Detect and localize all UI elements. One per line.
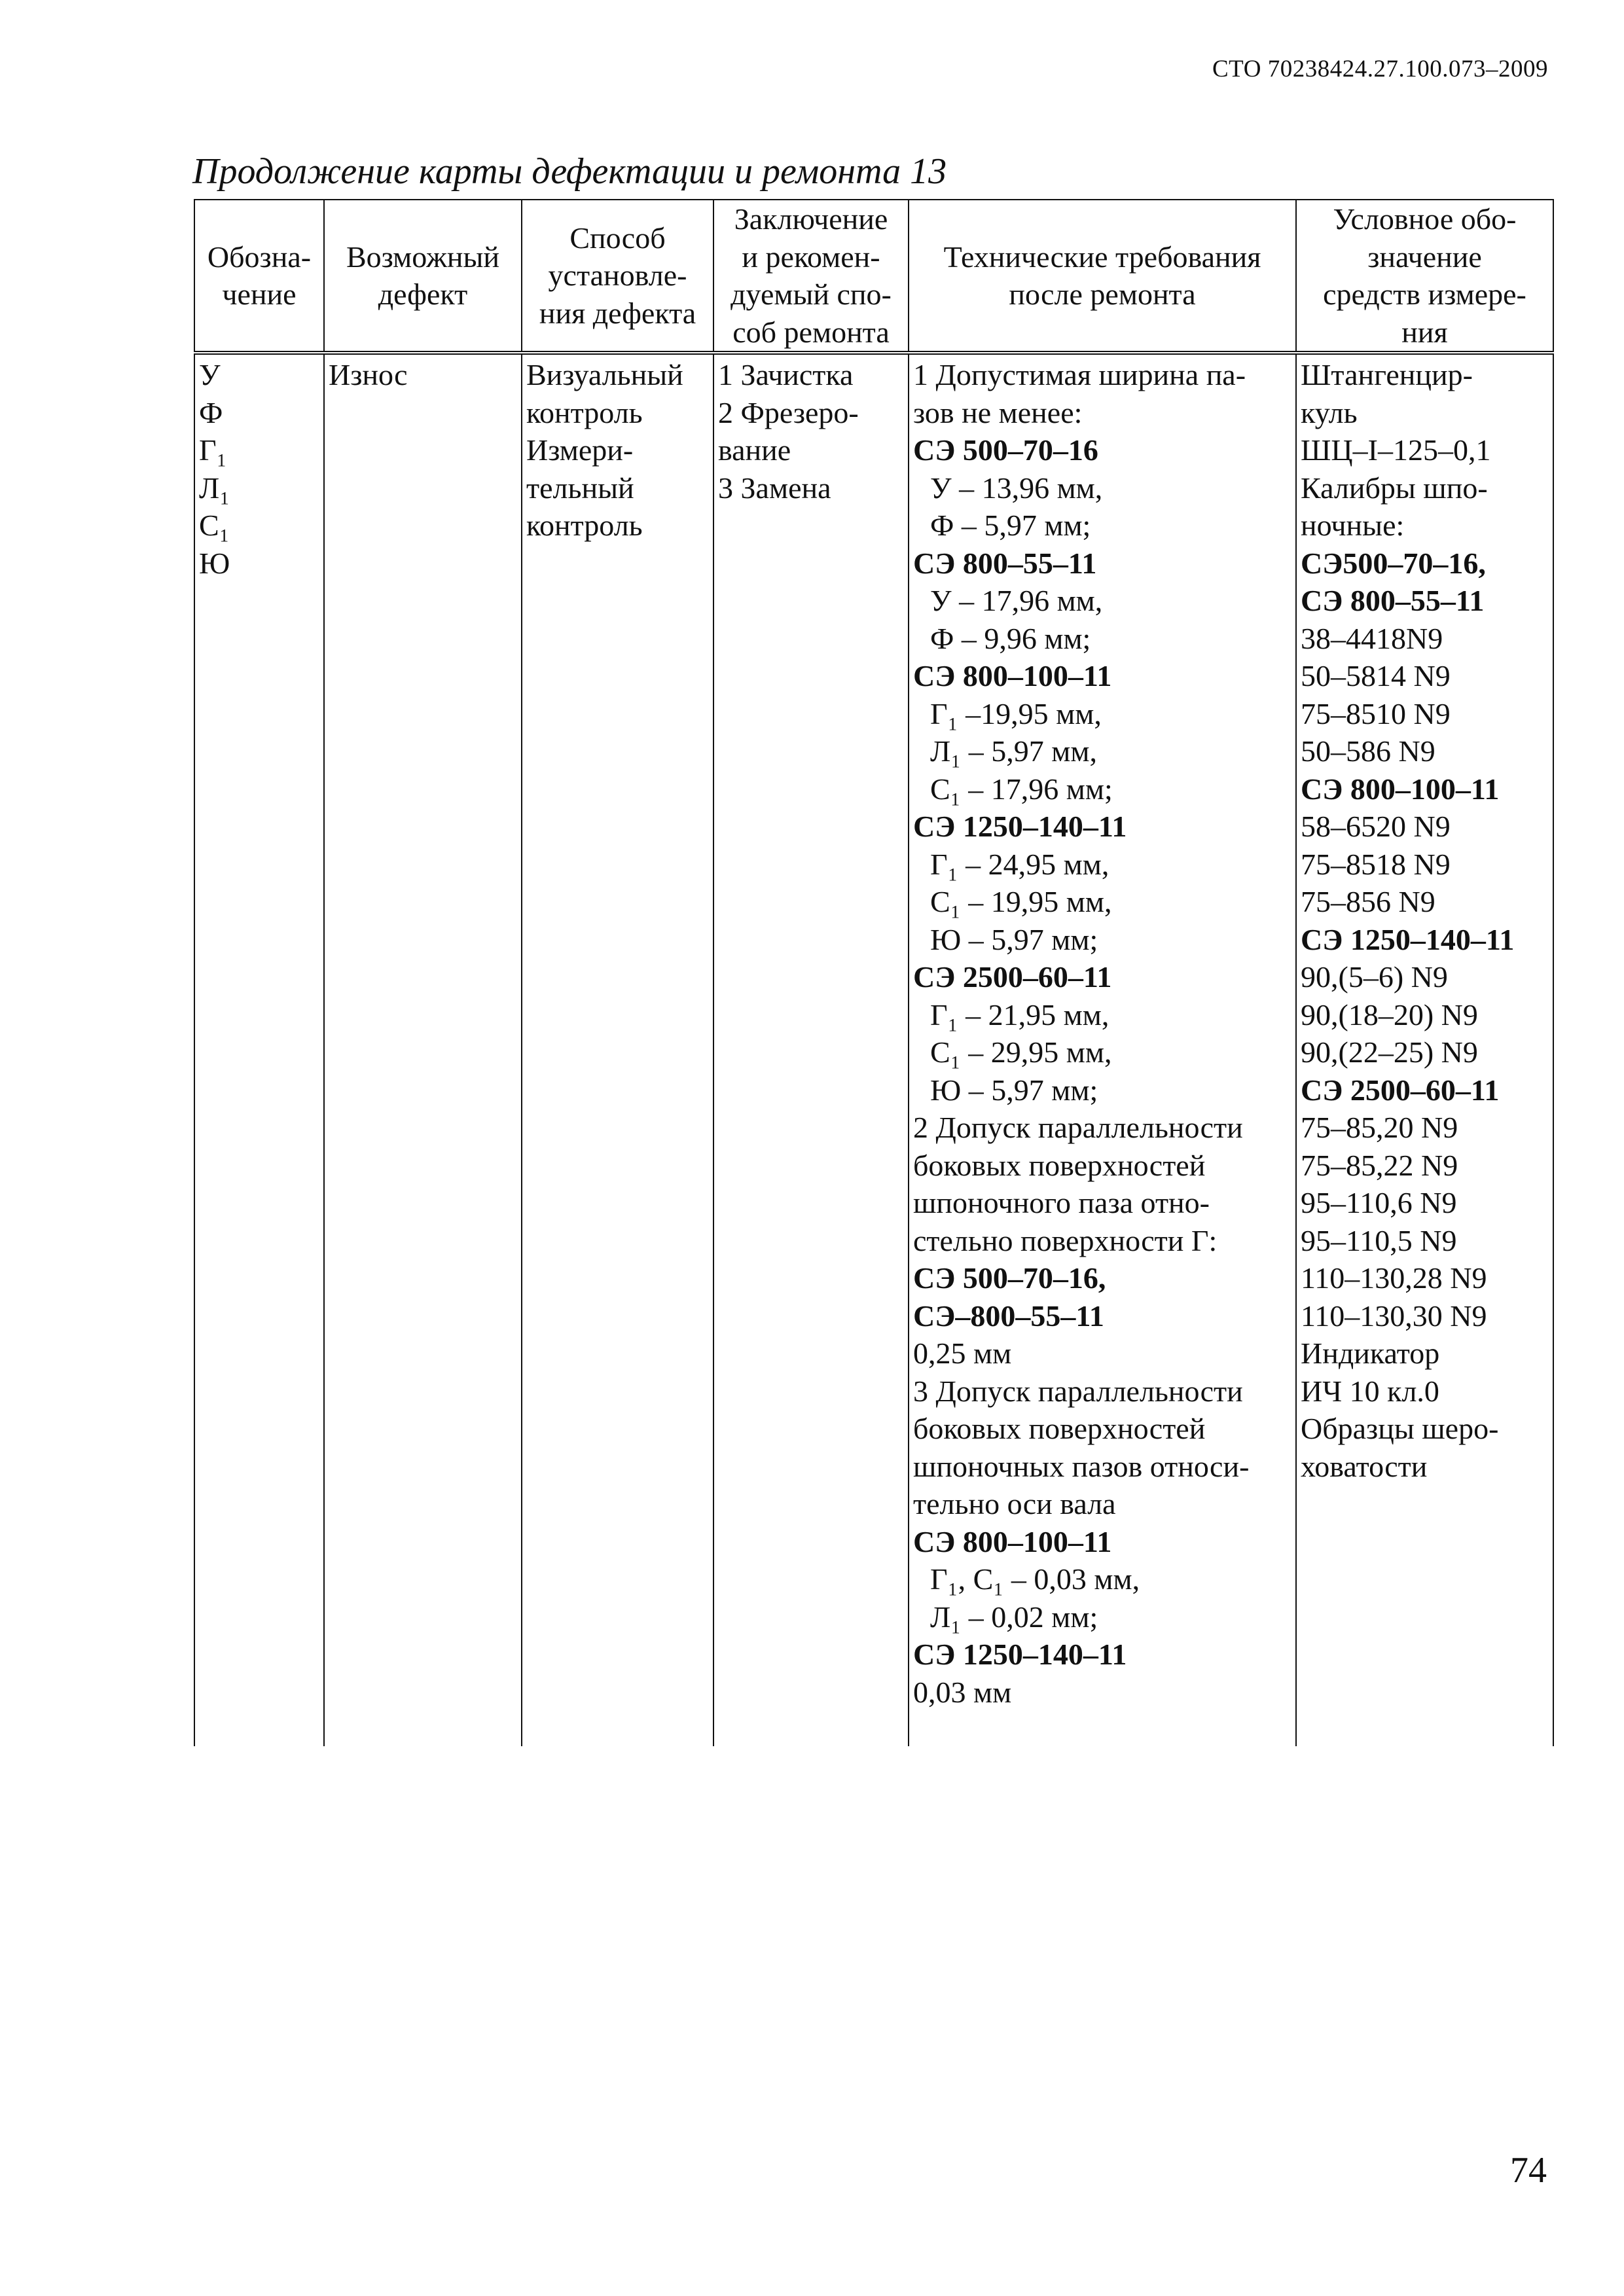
header-designation bbox=[194, 200, 324, 353]
cell-line: Ю – 5,97 мм; bbox=[930, 1073, 1098, 1107]
cell-line: Г₁, С₁ – 0,03 мм, bbox=[930, 1562, 1140, 1596]
cell-line: 75–85,20 N9 bbox=[1301, 1111, 1458, 1144]
cell-line: С₁ bbox=[199, 509, 230, 542]
cell-line: Калибры шпо- bbox=[1301, 471, 1488, 505]
cell-line: 38–4418N9 bbox=[1301, 621, 1443, 655]
cell-line: 75–85,22 N9 bbox=[1301, 1148, 1458, 1182]
cell-line: 50–586 N9 bbox=[1301, 734, 1435, 768]
header-line: Заключение bbox=[734, 202, 888, 236]
header-line: после ремонта bbox=[1009, 278, 1196, 311]
cell-line: СЭ 1250–140–11 bbox=[913, 1638, 1127, 1671]
cell-line: ШЦ–I–125–0,1 bbox=[1301, 433, 1491, 467]
cell-line: вание bbox=[718, 433, 791, 467]
cell-line: 3 Допуск параллельности bbox=[913, 1374, 1243, 1408]
cell-line: 95–110,6 N9 bbox=[1301, 1186, 1457, 1219]
cell-defect bbox=[324, 353, 522, 1746]
cell-line: СЭ 800–100–11 bbox=[913, 659, 1112, 692]
header-line: Условное обо- bbox=[1333, 202, 1517, 236]
cell-line: 95–110,5 N9 bbox=[1301, 1223, 1457, 1257]
cell-line: 1 Зачистка bbox=[718, 358, 854, 391]
cell-line: Л₁ – 5,97 мм, bbox=[930, 734, 1097, 768]
header-method bbox=[522, 200, 713, 353]
header-line: значение bbox=[1367, 240, 1482, 274]
cell-line: боковых поверхностей bbox=[913, 1412, 1206, 1445]
cell-line: 75–8510 N9 bbox=[1301, 696, 1451, 730]
cell-line: контроль bbox=[526, 509, 643, 542]
cell-line: Индикатор bbox=[1301, 1336, 1440, 1370]
cell-line: Образцы шеро- bbox=[1301, 1412, 1499, 1445]
cell-line: 58–6520 N9 bbox=[1301, 810, 1451, 843]
cell-line: Ф bbox=[199, 395, 223, 429]
cell-line: СЭ500–70–16, bbox=[1301, 546, 1486, 580]
cell-line: У bbox=[199, 358, 221, 391]
header-conclusion bbox=[713, 200, 909, 353]
cell-line: СЭ 500–70–16 bbox=[913, 433, 1098, 467]
cell-line: СЭ 1250–140–11 bbox=[1301, 922, 1515, 956]
cell-line: тельно оси вала bbox=[913, 1487, 1116, 1520]
header-line: дуемый спо- bbox=[731, 278, 892, 311]
cell-line: 90,(5–6) N9 bbox=[1301, 960, 1448, 994]
cell-line: С₁ – 17,96 мм; bbox=[930, 772, 1113, 806]
cell-line: Измери- bbox=[526, 433, 634, 467]
cell-line: СЭ 800–100–11 bbox=[913, 1524, 1112, 1558]
header-requirements bbox=[909, 200, 1296, 353]
cell-line: СЭ 500–70–16, bbox=[913, 1261, 1106, 1295]
cell-line: 75–856 N9 bbox=[1301, 885, 1435, 918]
cell-requirements bbox=[909, 353, 1296, 1746]
cell-line: ховатости bbox=[1301, 1449, 1428, 1483]
cell-line: 110–130,28 N9 bbox=[1301, 1261, 1487, 1295]
cell-line: куль bbox=[1301, 395, 1358, 429]
header-lines bbox=[198, 238, 321, 314]
cell-line: СЭ 2500–60–11 bbox=[913, 960, 1112, 994]
cell-line: СЭ–800–55–11 bbox=[913, 1299, 1104, 1333]
cell-line: С₁ – 19,95 мм, bbox=[930, 885, 1112, 918]
cell-line: Износ bbox=[329, 358, 408, 391]
cell-line: 75–8518 N9 bbox=[1301, 847, 1451, 881]
cell-line: 0,03 мм bbox=[913, 1675, 1012, 1709]
header-line: Возможный bbox=[346, 240, 500, 274]
cell-line: контроль bbox=[526, 395, 643, 429]
header-line: установле- bbox=[548, 259, 687, 293]
cell-line: ночные: bbox=[1301, 509, 1405, 542]
cell-line: 2 Фрезеро- bbox=[718, 395, 859, 429]
page-number: 74 bbox=[1510, 2150, 1547, 2191]
cell-line: Г₁ – 24,95 мм, bbox=[930, 847, 1110, 881]
cell-line: Л₁ – 0,02 мм; bbox=[930, 1600, 1098, 1634]
cell-line: боковых поверхностей bbox=[913, 1148, 1206, 1182]
cell-line: стельно поверхности Г: bbox=[913, 1223, 1218, 1257]
header-line: Технические требования bbox=[943, 240, 1261, 274]
header-lines bbox=[525, 219, 710, 332]
cell-line: ИЧ 10 кл.0 bbox=[1301, 1374, 1439, 1408]
cell-measuring-tools bbox=[1296, 353, 1553, 1746]
cell-line: Г₁ – 21,95 мм, bbox=[930, 997, 1110, 1031]
header-line: соб ремонта bbox=[732, 315, 890, 349]
header-lines bbox=[1299, 200, 1550, 351]
cell-line: СЭ 800–100–11 bbox=[1301, 772, 1500, 806]
defect-repair-table bbox=[194, 199, 1554, 1746]
cell-line: Г₁ bbox=[199, 433, 227, 467]
table-row bbox=[194, 353, 1553, 1746]
cell-line: Л₁ bbox=[199, 471, 230, 505]
cell-line: 90,(22–25) N9 bbox=[1301, 1035, 1478, 1069]
cell-line: Ф – 9,96 мм; bbox=[930, 621, 1091, 655]
header-lines bbox=[717, 200, 905, 351]
cell-line: У – 13,96 мм, bbox=[930, 471, 1103, 505]
cell-line: СЭ 1250–140–11 bbox=[913, 810, 1127, 843]
cell-line: 2 Допуск параллельности bbox=[913, 1111, 1243, 1144]
cell-line: 90,(18–20) N9 bbox=[1301, 997, 1478, 1031]
header-defect bbox=[324, 200, 522, 353]
cell-conclusion bbox=[713, 353, 909, 1746]
cell-line: Штангенцир- bbox=[1301, 358, 1473, 391]
cell-line: зов не менее: bbox=[913, 395, 1083, 429]
header-line: Обозна- bbox=[207, 240, 312, 274]
cell-line: 50–5814 N9 bbox=[1301, 659, 1451, 692]
header-line: ния bbox=[1401, 315, 1448, 349]
cell-line: тельный bbox=[526, 471, 634, 505]
header-line: чение bbox=[222, 278, 297, 311]
cell-line: 110–130,30 N9 bbox=[1301, 1299, 1487, 1333]
header-line: Способ bbox=[569, 221, 666, 255]
cell-line: 0,25 мм bbox=[913, 1336, 1012, 1370]
header-line: и рекомен- bbox=[742, 240, 880, 274]
table-caption: Продолжение карты дефектации и ремонта 13 bbox=[192, 151, 947, 192]
cell-line: шпоночного паза отно- bbox=[913, 1186, 1210, 1219]
cell-line: СЭ 800–55–11 bbox=[913, 546, 1097, 580]
cell-method bbox=[522, 353, 713, 1746]
cell-line: Ю bbox=[199, 546, 230, 580]
header-lines bbox=[327, 238, 518, 314]
header-line: средств измере- bbox=[1323, 278, 1526, 311]
cell-line: 1 Допустимая ширина па- bbox=[913, 358, 1246, 391]
header-line: ния дефекта bbox=[539, 296, 696, 330]
cell-line: Г₁ –19,95 мм, bbox=[930, 696, 1102, 730]
cell-line: Ю – 5,97 мм; bbox=[930, 922, 1098, 956]
cell-designation bbox=[194, 353, 324, 1746]
table-header-row bbox=[194, 200, 1553, 353]
header-line: дефект bbox=[378, 278, 468, 311]
header-measuring-tools bbox=[1296, 200, 1553, 353]
cell-line: Визуальный bbox=[526, 358, 683, 391]
cell-line: Ф – 5,97 мм; bbox=[930, 509, 1091, 542]
document-code: СТО 70238424.27.100.073–2009 bbox=[1212, 56, 1548, 82]
header-lines bbox=[912, 238, 1293, 314]
cell-line: шпоночных пазов относи- bbox=[913, 1449, 1250, 1483]
cell-line: У – 17,96 мм, bbox=[930, 584, 1103, 617]
cell-line: С₁ – 29,95 мм, bbox=[930, 1035, 1112, 1069]
cell-line: 3 Замена bbox=[718, 471, 831, 505]
cell-line: СЭ 800–55–11 bbox=[1301, 584, 1485, 617]
cell-line: СЭ 2500–60–11 bbox=[1301, 1073, 1500, 1107]
